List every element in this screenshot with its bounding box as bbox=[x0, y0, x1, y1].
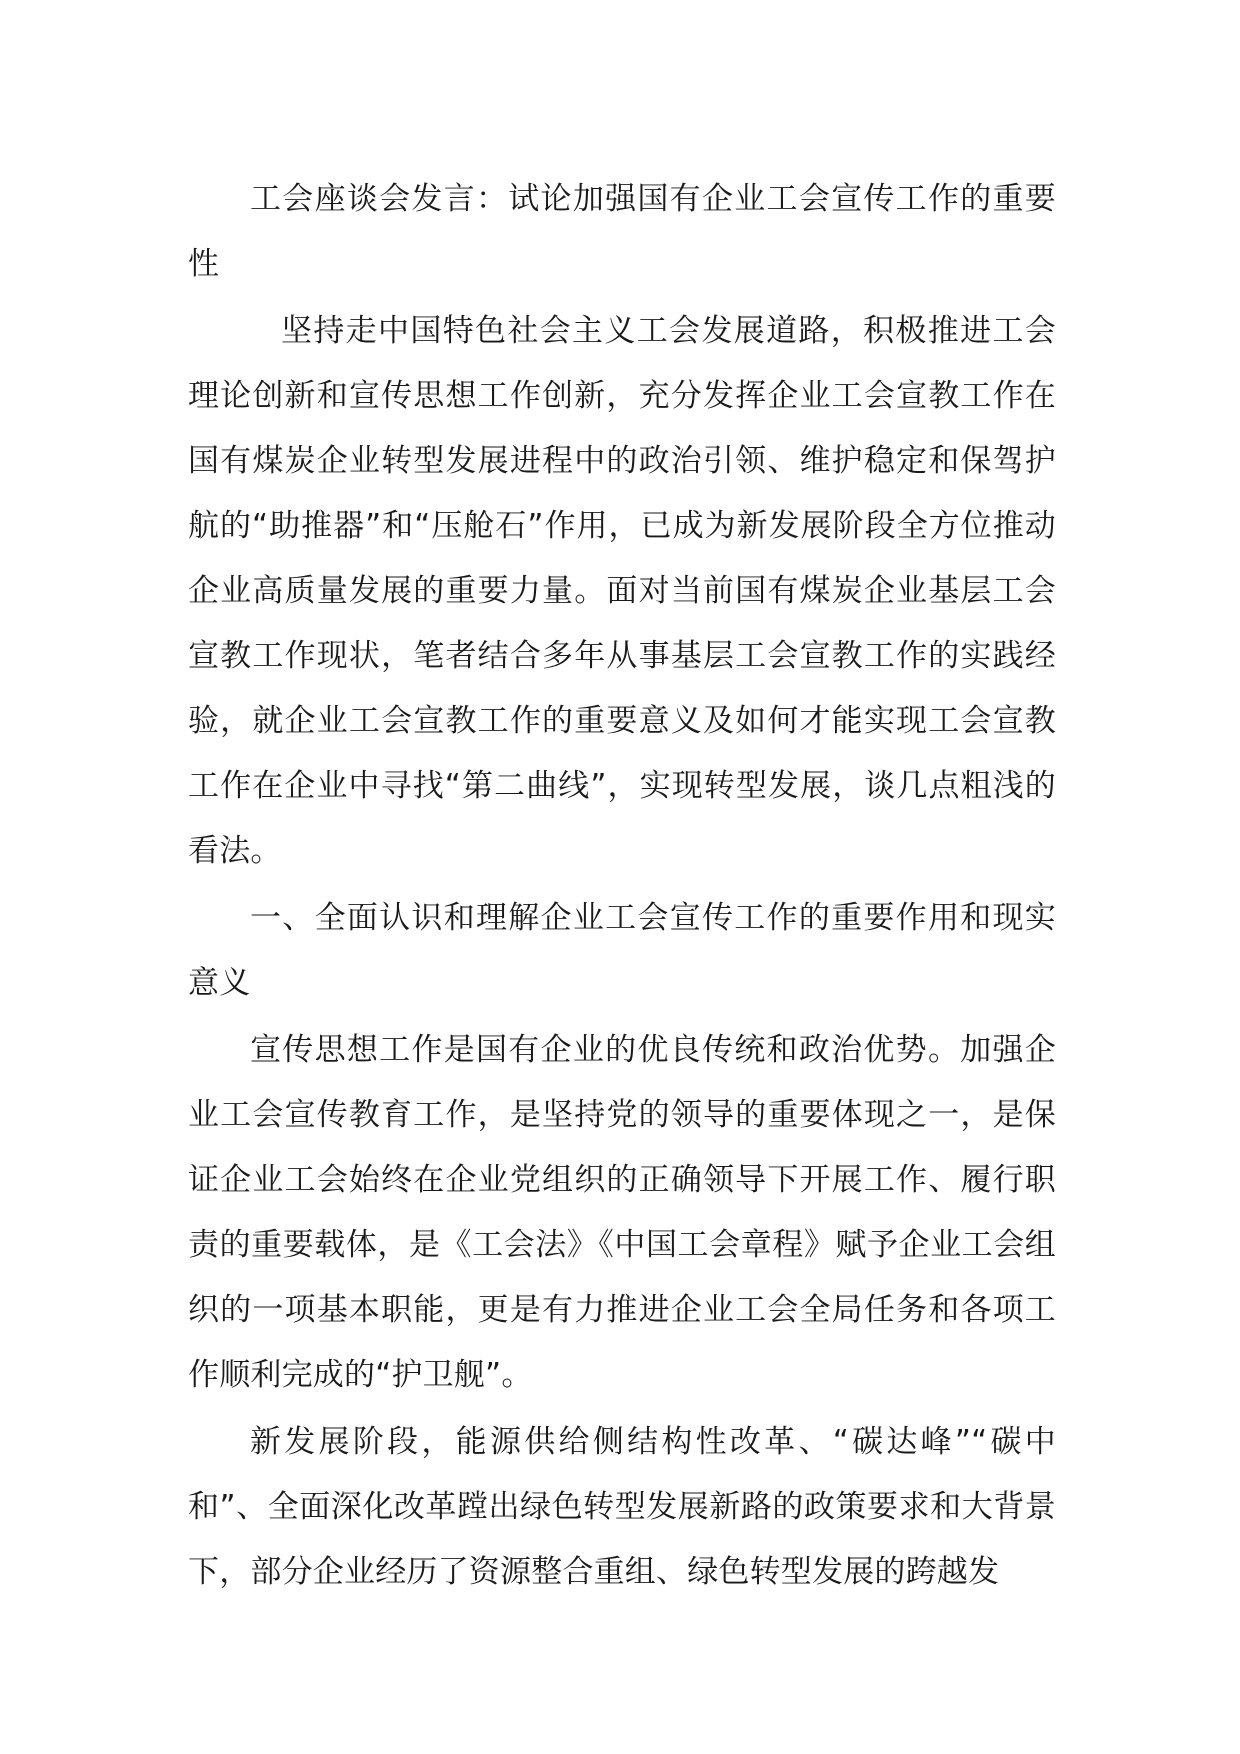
paragraph-body-2: 新发展阶段，能源供给侧结构性改革、“碳达峰”“碳中和”、全面深化改革蹚出绿色转型发展新路的政策要求和大背景下，部分企业经历了资源整合重组、绿色转型发展的跨越发 bbox=[188, 1424, 1056, 1590]
section-heading-1: 一、全面认识和理解企业工会宣传工作的重要作用和现实意义 bbox=[188, 900, 1056, 1001]
document-body bbox=[188, 167, 1056, 1607]
paragraph-body-1: 宣传思想工作是国有企业的优良传统和政治优势。加强企业工会宣传教育工作，是坚持党的领导的重要体现之一，是保证企业工会始终在企业党组织的正确领导下开展工作、履行职责的重要载体，是《工会法》《中国工会章程》赋予企业工会组织的一项基本职能，更是有力推进企业工会全局任务和各项工作顺利完成的“护卫舰”。 bbox=[188, 1032, 1056, 1393]
document-title: 工会座谈会发言：试论加强国有企业工会宣传工作的重要性 bbox=[188, 181, 1056, 282]
paragraph-intro: 坚持走中国特色社会主义工会发展道路，积极推进工会理论创新和宣传思想工作创新，充分发挥企业工会宣教工作在国有煤炭企业转型发展进程中的政治引领、维护稳定和保驾护航的“助推器”和“压舱石”作用，已成为新发展阶段全方位推动企业高质量发展的重要力量。面对当前国有煤炭企业基层工会宣教工作现状，笔者结合多年从事基层工会宣教工作的实践经验，就企业工会宣教工作的重要意义及如何才能实现工会宣教工作在企业中寻找“第二曲线”，实现转型发展，谈几点粗浅的看法。 bbox=[188, 313, 1056, 869]
